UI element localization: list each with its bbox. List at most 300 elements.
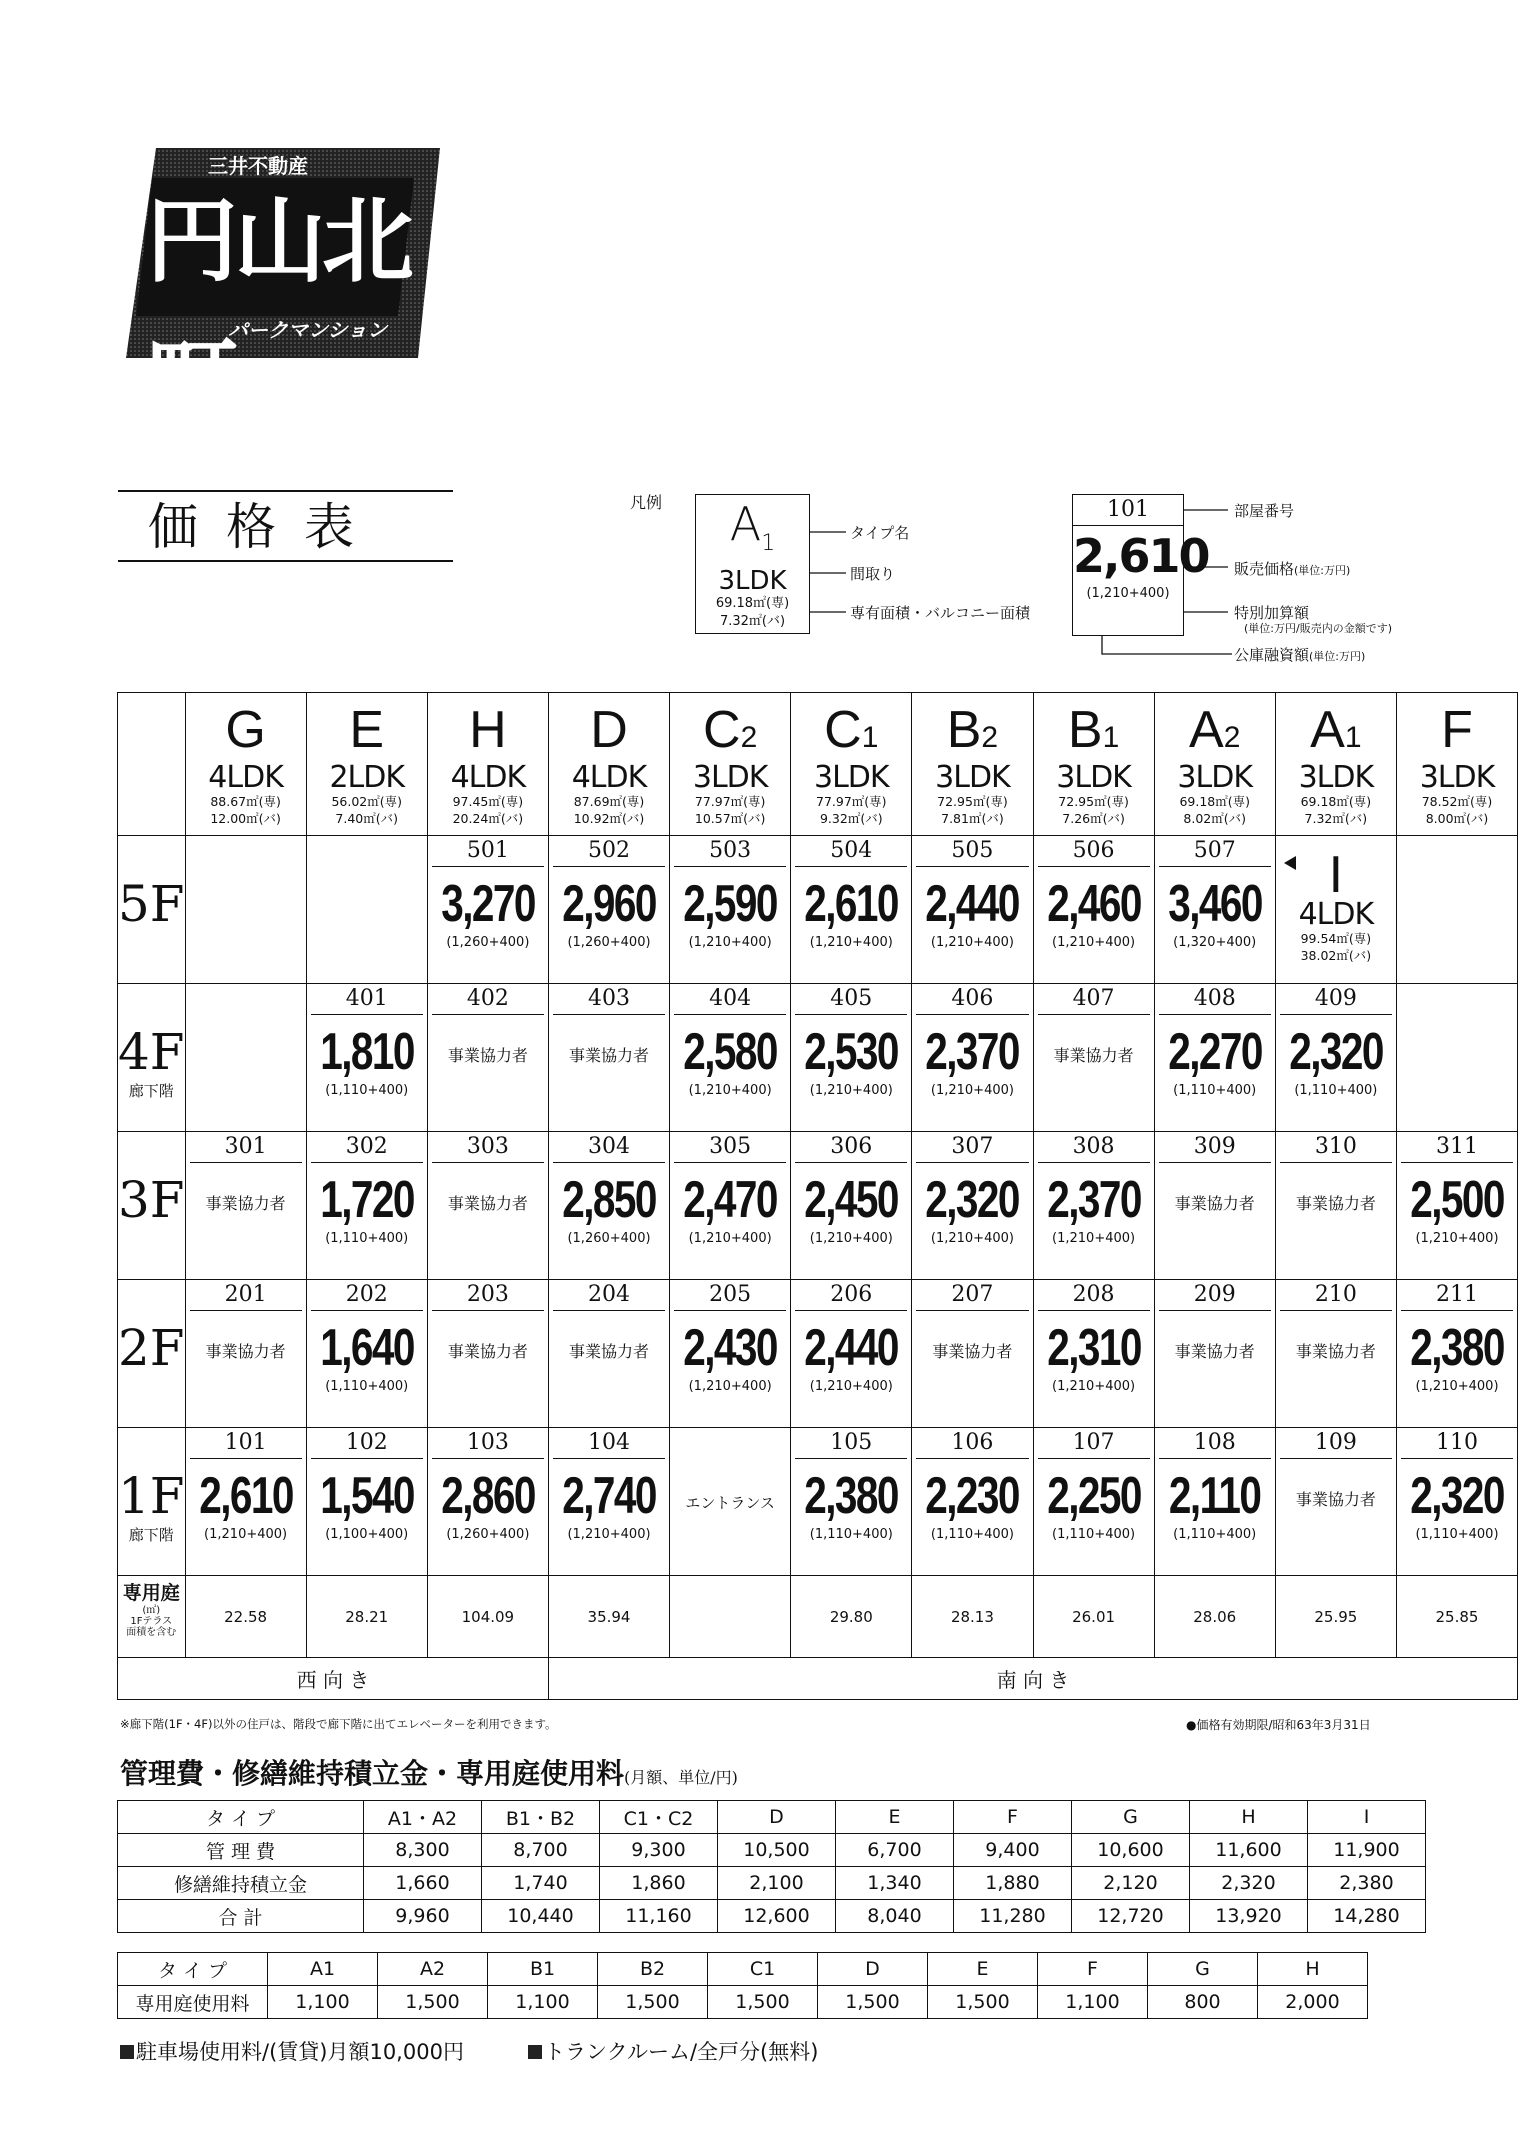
unit-cell: [185, 1280, 306, 1428]
unit-cell: [912, 836, 1033, 984]
legend-loan-leader: [1100, 636, 1234, 660]
type-header-cell: [670, 693, 791, 836]
type-letter: [1034, 701, 1154, 763]
garden-fees-header-cell: E: [928, 1953, 1038, 1986]
garden-fees-value: 1,500: [928, 1986, 1038, 2019]
unit-price: [912, 873, 1032, 935]
room-number: 207: [916, 1280, 1028, 1311]
room-number: 502: [553, 836, 665, 867]
unit-price-value: 2,860: [441, 1467, 535, 1525]
type-header-cell: [791, 693, 912, 836]
unit-cell: [1396, 1428, 1517, 1576]
fees-value: 9,300: [600, 1834, 718, 1867]
unit-cell: [548, 836, 669, 984]
fees-header-cell: F: [954, 1801, 1072, 1834]
cooperator-label: 事業協力者: [569, 1046, 650, 1065]
room-number: 506: [1038, 836, 1150, 867]
fees-row-label: 修繕維持積立金: [118, 1867, 364, 1900]
type-letter-sub: 2: [740, 721, 758, 754]
type-letter: [1276, 701, 1396, 763]
type-header-cell: [1033, 693, 1154, 836]
unit-price: [428, 1465, 548, 1527]
unit-price-breakdown: (1,210+400): [1052, 935, 1136, 950]
fees-value: 1,740: [482, 1867, 600, 1900]
type-layout: 4LDK: [571, 760, 647, 795]
unit-price: [791, 1021, 911, 1083]
floor-label: 2F: [118, 1319, 185, 1377]
type-i-letter: I: [1328, 846, 1344, 904]
fees-value: 2,380: [1308, 1867, 1426, 1900]
fees-value: 13,920: [1190, 1900, 1308, 1933]
fees-row: [118, 1900, 1426, 1933]
type-area-private: 78.52㎡(専): [1421, 794, 1493, 809]
floor-note: 廊下階: [128, 1082, 174, 1100]
type-header-cell: [912, 693, 1033, 836]
unit-price: [1034, 1317, 1154, 1379]
triangle-marker-icon: [1284, 856, 1296, 870]
orientation-row: [118, 1658, 1518, 1700]
fees-value: 14,280: [1308, 1900, 1426, 1933]
unit-cell: [427, 836, 548, 984]
legend-layout: 3LDK: [718, 566, 787, 597]
fees-title: 管理費・修繕維持積立金・専用庭使用料(月額、単位/円): [120, 1757, 738, 1790]
fees-value: 10,440: [482, 1900, 600, 1933]
unit-cell: [1033, 1428, 1154, 1576]
room-number: 101: [190, 1428, 302, 1459]
unit-price-value: 2,500: [1410, 1171, 1504, 1229]
room-number: 307: [916, 1132, 1028, 1163]
unit-price-breakdown: (1,110+400): [1294, 1083, 1378, 1098]
garden-area-value: 104.09: [461, 1607, 515, 1626]
unit-price: [1034, 1465, 1154, 1527]
unit-price-value: 3,270: [441, 875, 535, 933]
unit-cell: [306, 1132, 427, 1280]
empty-cell: [306, 836, 427, 984]
type-header-cell: [1275, 693, 1396, 836]
unit-cell: [670, 836, 791, 984]
unit-price-breakdown: (1,110+400): [809, 1527, 893, 1542]
unit-price: [549, 873, 669, 935]
unit-price-breakdown: (1,210+400): [930, 1083, 1014, 1098]
fees-header-cell: C1・C2: [600, 1801, 718, 1834]
type-header-cell: [185, 693, 306, 836]
garden-fees-value: 1,500: [378, 1986, 488, 2019]
unit-cell: [912, 1132, 1033, 1280]
type-letter: [791, 701, 911, 763]
legend-note-loan: 公庫融資額(単位:万円): [1234, 646, 1366, 664]
garden-area-value: 25.95: [1314, 1607, 1358, 1626]
cooperator-label: 事業協力者: [447, 1194, 528, 1213]
unit-price-breakdown: (1,110+400): [930, 1527, 1014, 1542]
legend-room-breakdown: (1,210+400): [1086, 586, 1170, 601]
cooperator-label: 事業協力者: [447, 1342, 528, 1361]
price-table: [117, 692, 1518, 1700]
garden-fees-label: 専用庭使用料: [118, 1986, 268, 2019]
floor-label: 1F: [118, 1467, 185, 1525]
unit-price-breakdown: (1,210+400): [688, 1083, 772, 1098]
type-area-balcony: 10.92㎡(バ): [573, 811, 645, 826]
legend-type-box: [695, 494, 810, 634]
garden-label: 専用庭: [122, 1582, 180, 1604]
garden-note-1: 1Fテラス: [130, 1616, 173, 1627]
fees-value: 8,300: [364, 1834, 482, 1867]
fees-value: 12,720: [1072, 1900, 1190, 1933]
room-number: 303: [432, 1132, 544, 1163]
type-letter-main: B: [1067, 701, 1103, 759]
room-number: 106: [916, 1428, 1028, 1459]
fees-value: 11,160: [600, 1900, 718, 1933]
type-area-private: 77.97㎡(専): [816, 794, 887, 809]
room-number: 308: [1038, 1132, 1150, 1163]
garden-label-cell: [118, 1576, 186, 1658]
square-bullet-icon: [120, 2045, 134, 2059]
unit-cell: [548, 984, 669, 1132]
unit-price-value: 2,450: [804, 1171, 899, 1229]
unit-price-value: 2,310: [1046, 1319, 1141, 1377]
unit-price: [549, 1169, 669, 1231]
unit-price-value: 2,610: [198, 1467, 293, 1525]
fees-value: 1,340: [836, 1867, 954, 1900]
unit-price-value: 2,530: [804, 1023, 899, 1081]
garden-fees-header-cell: B1: [488, 1953, 598, 1986]
fees-header-cell: G: [1072, 1801, 1190, 1834]
unit-price-value: 2,960: [562, 875, 656, 933]
unit-price: [1155, 873, 1275, 935]
garden-area-cell: [1275, 1576, 1396, 1658]
type-area-private: 87.69㎡(専): [573, 794, 645, 809]
room-number: 305: [674, 1132, 786, 1163]
room-number: 504: [795, 836, 907, 867]
fees-row-label: 合 計: [118, 1900, 364, 1933]
fees-value: 1,660: [364, 1867, 482, 1900]
room-number: 408: [1159, 984, 1271, 1015]
type-letter: [670, 701, 790, 763]
unit-cell: [791, 984, 912, 1132]
room-number: 201: [190, 1280, 302, 1311]
type-area-balcony: 7.32㎡(バ): [1304, 811, 1368, 826]
type-letter-main: G: [225, 701, 266, 759]
unit-price: [670, 1169, 790, 1231]
unit-price: [791, 1465, 911, 1527]
garden-area-value: 28.06: [1193, 1607, 1237, 1626]
unit-cell: [427, 1280, 548, 1428]
company-name: 三井不動産: [208, 154, 308, 178]
unit-price-breakdown: (1,210+400): [1415, 1231, 1499, 1246]
type-letter-main: A: [1310, 701, 1345, 759]
type-layout: 3LDK: [1298, 760, 1374, 795]
type-letter-sub: 1: [1102, 721, 1120, 754]
type-area-balcony: 7.81㎡(バ): [941, 811, 1004, 826]
unit-price-breakdown: (1,260+400): [446, 1527, 530, 1542]
unit-cell: [791, 1428, 912, 1576]
unit-cell: [427, 1428, 548, 1576]
garden-fees-value: 2,000: [1258, 1986, 1368, 2019]
type-i-cell: [1275, 836, 1396, 984]
unit-price-breakdown: (1,210+400): [204, 1527, 288, 1542]
room-number: 402: [432, 984, 544, 1015]
room-number: 403: [553, 984, 665, 1015]
fees-value: 11,600: [1190, 1834, 1308, 1867]
floor-label-cell: [118, 984, 186, 1132]
garden-area-cell: [1033, 1576, 1154, 1658]
garden-fees-header-cell: タ イ プ: [118, 1953, 268, 1986]
cooperator-label: 事業協力者: [932, 1342, 1013, 1361]
empty-cell: [1396, 984, 1517, 1132]
unit-price-breakdown: (1,210+400): [809, 1231, 893, 1246]
garden-area-cell: [1396, 1576, 1517, 1658]
unit-cell: [1275, 1132, 1396, 1280]
cooperator-label: 事業協力者: [1174, 1342, 1255, 1361]
type-area-balcony: 10.57㎡(バ): [694, 811, 766, 826]
unit-price-value: 3,460: [1167, 875, 1262, 933]
room-number: 209: [1159, 1280, 1271, 1311]
cooperator-label: 事業協力者: [569, 1342, 650, 1361]
type-letter: [307, 701, 427, 763]
type-area-private: 56.02㎡(専): [331, 794, 402, 809]
type-header-cell: [1396, 693, 1517, 836]
fees-header-cell: タ イ プ: [118, 1801, 364, 1834]
unit-price-breakdown: (1,210+400): [688, 1379, 772, 1394]
garden-fees-header-cell: G: [1148, 1953, 1258, 1986]
garden-fees-value: 1,500: [818, 1986, 928, 2019]
unit-cell: [1154, 1132, 1275, 1280]
room-number: 406: [916, 984, 1028, 1015]
room-number: 107: [1038, 1428, 1150, 1459]
garden-fees-table: [117, 1952, 1368, 2019]
unit-cell: [1033, 1132, 1154, 1280]
type-layout: 3LDK: [1056, 760, 1131, 795]
legend-note-extra: 特別加算額: [1234, 604, 1310, 622]
building-name: 円山北町: [146, 188, 411, 435]
legend-room-number: 101: [1073, 495, 1183, 526]
unit-price-breakdown: (1,260+400): [567, 1231, 651, 1246]
fees-value: 2,320: [1190, 1867, 1308, 1900]
unit-cell: [1154, 1428, 1275, 1576]
unit-cell: [427, 1132, 548, 1280]
type-letter-main: A: [1189, 701, 1224, 759]
type-letter: [549, 701, 669, 763]
unit-price-breakdown: (1,110+400): [1173, 1083, 1257, 1098]
room-number: 309: [1159, 1132, 1271, 1163]
garden-unit: (㎡): [142, 1605, 161, 1616]
unit-price-value: 2,320: [1410, 1467, 1504, 1525]
floor-row-2f: [118, 1280, 1518, 1428]
room-number: 503: [674, 836, 786, 867]
fees-header-cell: E: [836, 1801, 954, 1834]
type-letter: [912, 701, 1032, 763]
unit-price-value: 2,430: [683, 1319, 778, 1377]
type-header-cell: [427, 693, 548, 836]
orientation-west: 西 向 き: [118, 1658, 549, 1700]
orientation-south: 南 向 き: [548, 1658, 1517, 1700]
unit-price-value: 2,590: [683, 875, 778, 933]
type-letter-sub: 2: [1223, 721, 1241, 754]
unit-price-value: 2,440: [804, 1319, 899, 1377]
type-letter-sub: 1: [861, 721, 879, 754]
trunk-room-note: トランクルーム/全戸分(無料): [528, 2036, 818, 2066]
room-number: 501: [432, 836, 544, 867]
garden-fees-value: 800: [1148, 1986, 1258, 2019]
garden-area-value: 22.58: [224, 1607, 268, 1626]
type-header-row: [118, 693, 1518, 836]
room-number: 407: [1038, 984, 1150, 1015]
room-number: 110: [1401, 1428, 1513, 1459]
unit-price-value: 1,540: [319, 1467, 414, 1525]
room-number: 102: [311, 1428, 423, 1459]
type-area-private: 69.18㎡(専): [1179, 794, 1250, 809]
unit-cell: [1033, 1280, 1154, 1428]
room-number: 109: [1280, 1428, 1392, 1459]
unit-price-breakdown: (1,210+400): [809, 935, 893, 950]
unit-cell: [1154, 984, 1275, 1132]
type-area-private: 72.95㎡(専): [1058, 794, 1129, 809]
unit-cell: [912, 1280, 1033, 1428]
type-area-balcony: 20.24㎡(バ): [452, 811, 524, 826]
page-title: 価格表: [118, 490, 453, 562]
unit-cell: [670, 1132, 791, 1280]
type-letter: [1155, 701, 1275, 763]
floor-label: 4F: [118, 1023, 185, 1081]
garden-area-cell: [912, 1576, 1033, 1658]
type-letter-main: H: [469, 701, 507, 759]
room-number: 108: [1159, 1428, 1271, 1459]
garden-note-2: 面積を含む: [126, 1627, 177, 1638]
room-number: 211: [1401, 1280, 1513, 1311]
unit-price: [1276, 1021, 1396, 1083]
fees-value: 2,100: [718, 1867, 836, 1900]
fees-value: 1,880: [954, 1867, 1072, 1900]
type-layout: 4LDK: [208, 760, 283, 795]
type-letter-main: C: [824, 701, 862, 759]
legend-area1: 69.18㎡(専): [715, 596, 790, 612]
unit-price-value: 1,810: [319, 1023, 414, 1081]
garden-fees-header-cell: H: [1258, 1953, 1368, 1986]
unit-price-value: 2,580: [683, 1023, 778, 1081]
type-letter-main: B: [946, 701, 982, 759]
garden-fees-header-cell: F: [1038, 1953, 1148, 1986]
unit-price-value: 2,470: [683, 1171, 778, 1229]
garden-fees-header-row: [118, 1953, 1368, 1986]
cooperator-label: 事業協力者: [1295, 1194, 1376, 1213]
type-layout: 3LDK: [935, 760, 1010, 795]
corner-cell: [118, 693, 186, 836]
type-letter-main: F: [1441, 701, 1473, 759]
unit-price: [1397, 1317, 1517, 1379]
unit-price: [549, 1465, 669, 1527]
unit-price-breakdown: (1,110+400): [1173, 1527, 1257, 1542]
unit-cell: [670, 1280, 791, 1428]
unit-cell: [1033, 984, 1154, 1132]
type-area-private: 72.95㎡(専): [937, 794, 1008, 809]
garden-fees-header-cell: C1: [708, 1953, 818, 1986]
unit-price-breakdown: (1,210+400): [1415, 1379, 1499, 1394]
unit-price: [307, 1021, 427, 1083]
garden-area-cell: [306, 1576, 427, 1658]
type-area-private: 88.67㎡(専): [210, 794, 281, 809]
unit-cell: [1154, 1280, 1275, 1428]
unit-price: [912, 1465, 1032, 1527]
garden-area-value: 28.21: [345, 1607, 389, 1626]
unit-cell: [1275, 1428, 1396, 1576]
type-area-balcony: 9.32㎡(バ): [819, 811, 883, 826]
unit-price-value: 2,370: [1046, 1171, 1141, 1229]
fees-value: 6,700: [836, 1834, 954, 1867]
type-layout: 3LDK: [1419, 760, 1495, 795]
unit-price-value: 2,380: [1410, 1319, 1504, 1377]
room-number: 507: [1159, 836, 1271, 867]
fees-value: 12,600: [718, 1900, 836, 1933]
cooperator-label: 事業協力者: [1295, 1342, 1376, 1361]
unit-price-value: 2,110: [1168, 1467, 1261, 1525]
cooperator-label: 事業協力者: [1295, 1490, 1376, 1509]
garden-fees-value: 1,500: [598, 1986, 708, 2019]
fees-row: [118, 1834, 1426, 1867]
type-letter: [1397, 701, 1517, 763]
type-header-cell: [1154, 693, 1275, 836]
unit-price: [791, 873, 911, 935]
room-number: 210: [1280, 1280, 1392, 1311]
floor-label-cell: [118, 1428, 186, 1576]
type-letter-main: C: [703, 701, 741, 759]
unit-price: [670, 1317, 790, 1379]
unit-price-breakdown: (1,210+400): [1052, 1379, 1136, 1394]
cooperator-label: 事業協力者: [1053, 1046, 1134, 1065]
type-layout: 3LDK: [692, 760, 768, 795]
unit-cell: [548, 1280, 669, 1428]
unit-price-breakdown: (1,110+400): [325, 1379, 409, 1394]
unit-cell: [306, 1280, 427, 1428]
room-number: 103: [432, 1428, 544, 1459]
unit-price-breakdown: (1,210+400): [688, 935, 772, 950]
square-bullet-icon: [528, 2045, 542, 2059]
garden-area-value: 28.13: [950, 1607, 994, 1626]
footnote-validity: ●価格有効期限/昭和63年3月31日: [1186, 1718, 1371, 1732]
fees-table: [117, 1800, 1426, 1933]
fees-value: 1,860: [600, 1867, 718, 1900]
room-number: 205: [674, 1280, 786, 1311]
fees-row: [118, 1867, 1426, 1900]
fees-header-cell: I: [1308, 1801, 1426, 1834]
legend-room-box: [1072, 494, 1209, 636]
room-number: 301: [190, 1132, 302, 1163]
legend-note-layout: 間取り: [850, 565, 896, 583]
fees-value: 11,280: [954, 1900, 1072, 1933]
unit-price: [1034, 1169, 1154, 1231]
unit-price-value: 2,850: [562, 1171, 656, 1229]
unit-price-breakdown: (1,260+400): [446, 935, 530, 950]
garden-fees-value: 1,500: [708, 1986, 818, 2019]
unit-price-value: 2,250: [1046, 1467, 1141, 1525]
room-number: 306: [795, 1132, 907, 1163]
fees-value: 8,040: [836, 1900, 954, 1933]
unit-cell: [791, 1132, 912, 1280]
unit-cell: [1154, 836, 1275, 984]
floor-label-cell: [118, 1280, 186, 1428]
unit-price-breakdown: (1,110+400): [1415, 1527, 1499, 1542]
room-number: 401: [311, 984, 423, 1015]
unit-cell: [912, 984, 1033, 1132]
floor-label-cell: [118, 1132, 186, 1280]
unit-price-breakdown: (1,210+400): [930, 935, 1014, 950]
garden-row: [118, 1576, 1518, 1658]
type-letter-sub: 1: [1344, 721, 1362, 754]
room-number: 208: [1038, 1280, 1150, 1311]
unit-price: [1034, 873, 1154, 935]
unit-price-breakdown: (1,110+400): [1052, 1527, 1136, 1542]
floor-label: 5F: [118, 875, 185, 933]
unit-price-value: 2,320: [1288, 1023, 1383, 1081]
unit-price-breakdown: (1,210+400): [567, 1527, 651, 1542]
